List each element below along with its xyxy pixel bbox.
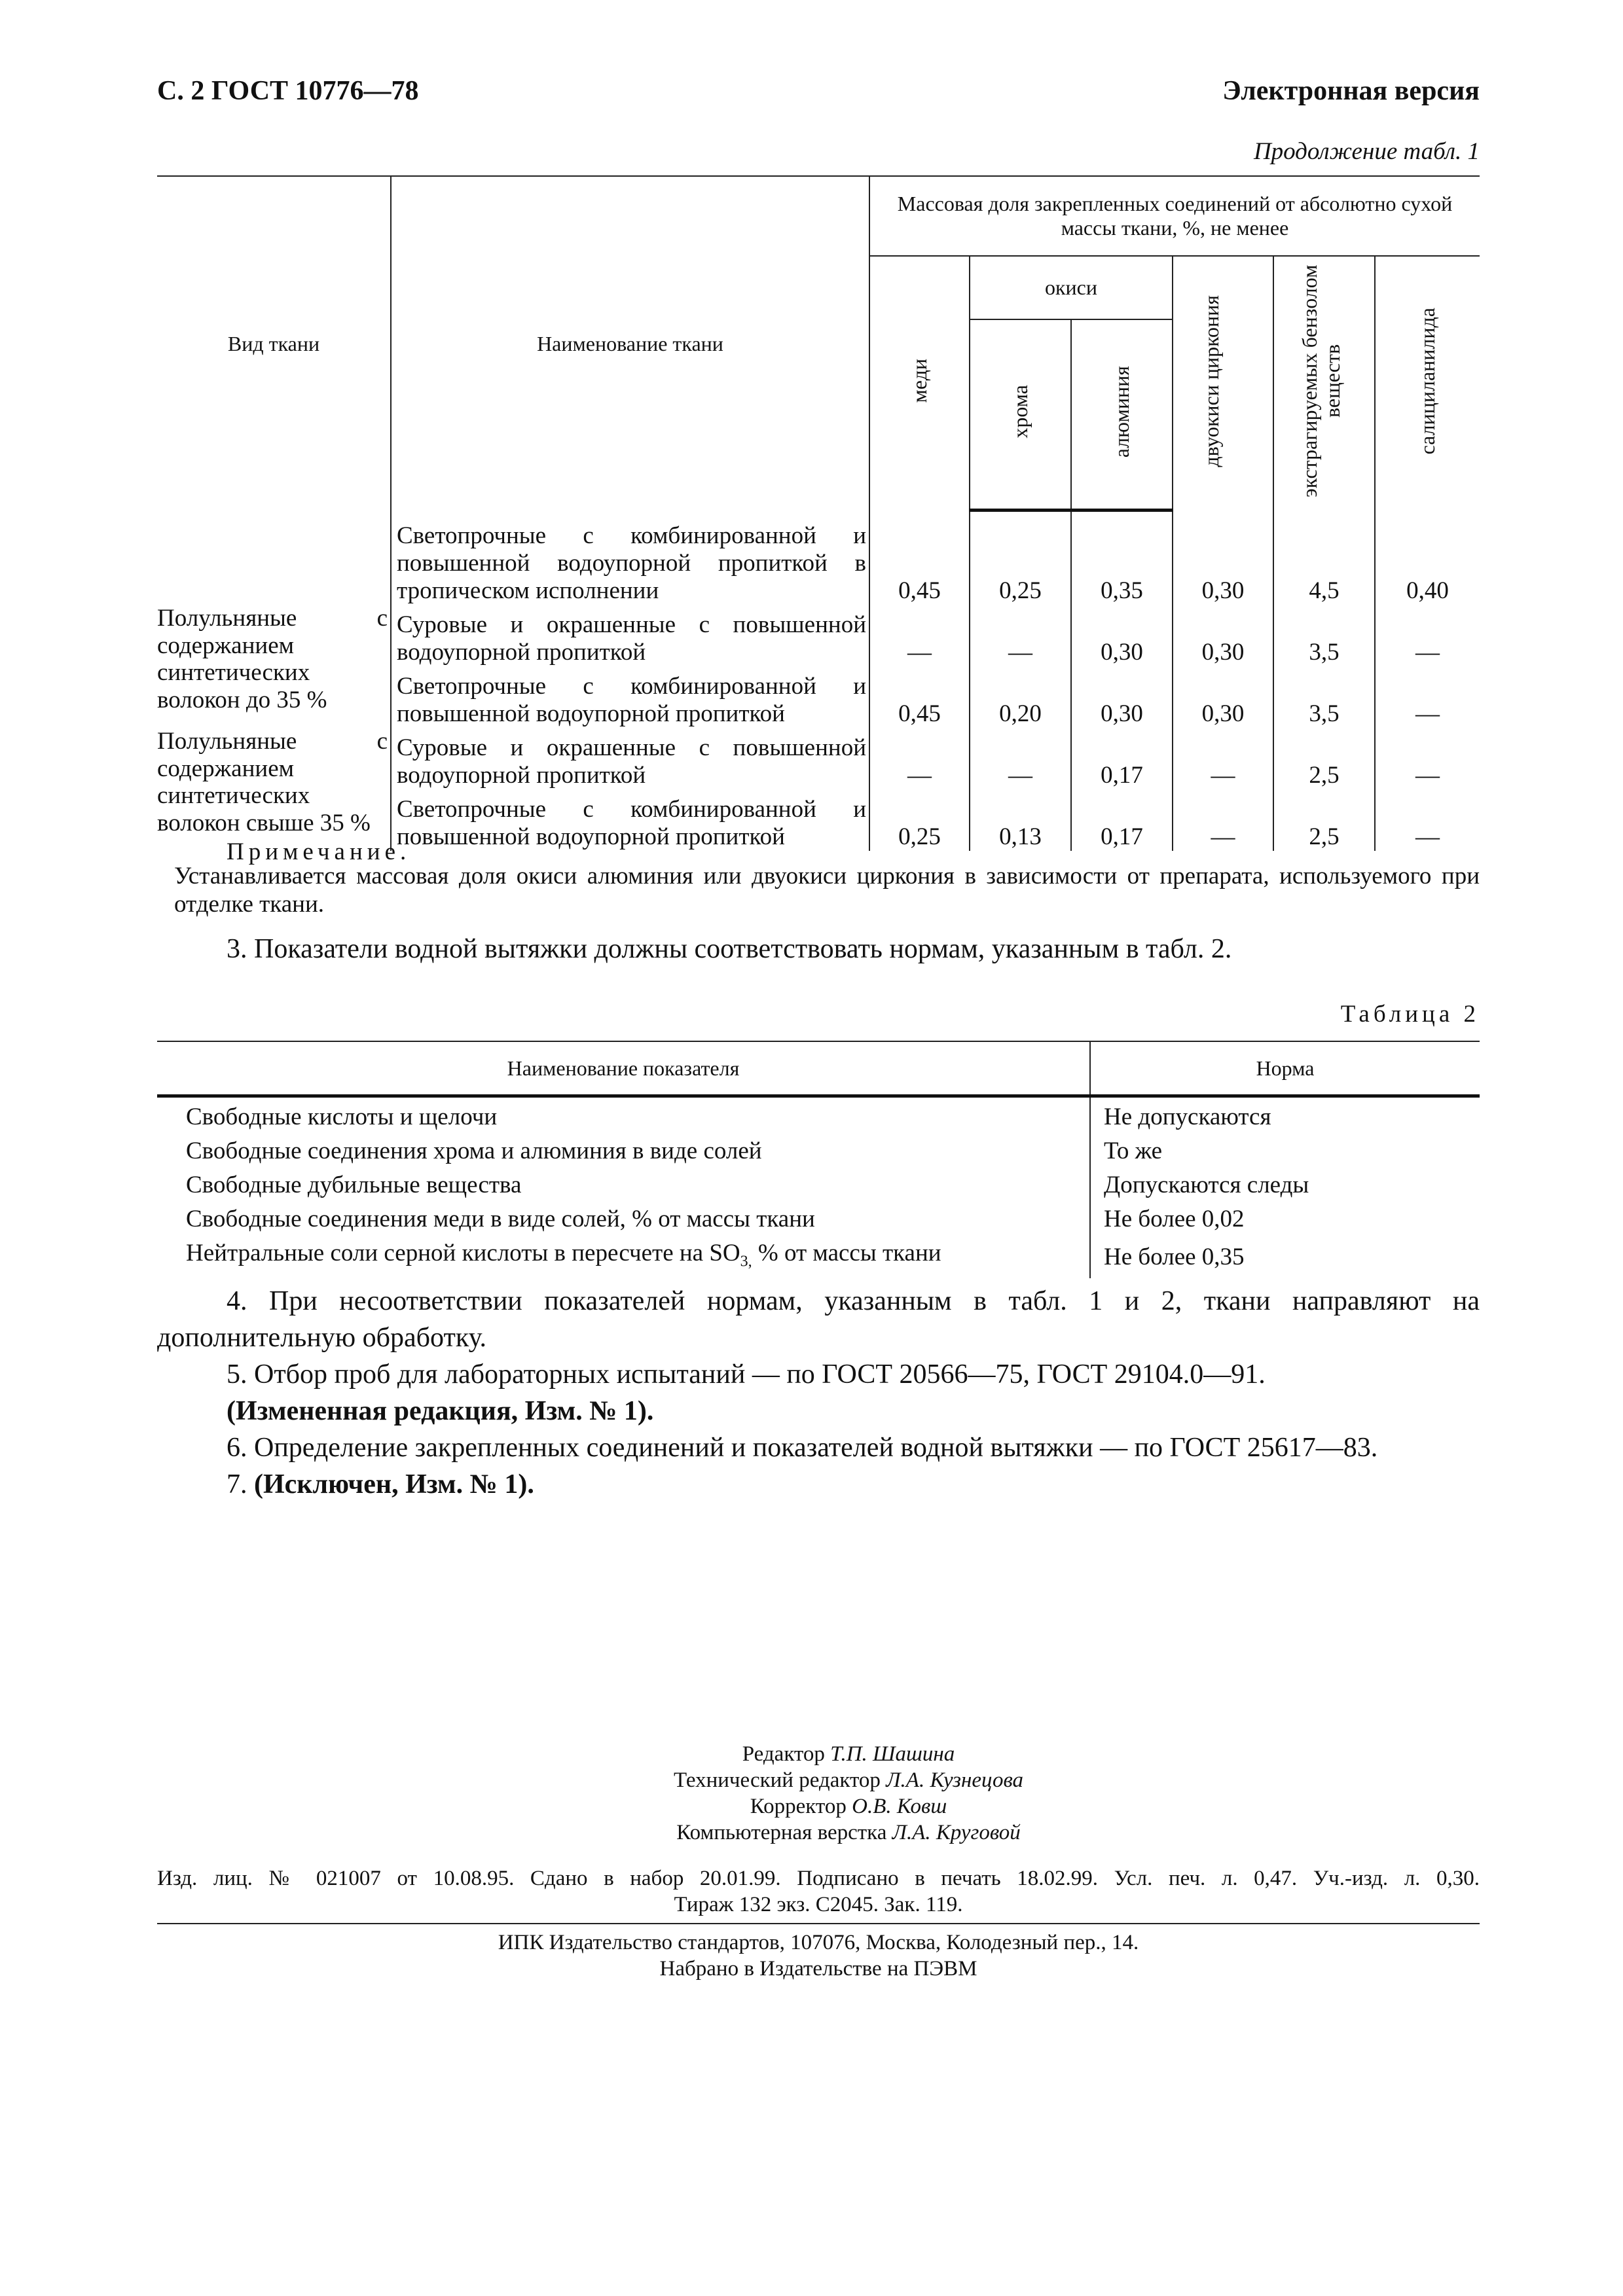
paragraph-6: 6. Определение закрепленных соединений и показателей водной вытяжки — по ГОСТ 25617—83. (227, 1433, 1378, 1463)
paragraph-3: 3. Показатели водной вытяжки должны соответствовать нормам, указанным в табл. 2. (227, 934, 1232, 964)
edition-label: Электронная версия (1222, 76, 1480, 106)
imprint-line-1: Изд. лиц. № 021007 от 10.08.95. Сдано в набор 20.01.99. Подписано в печать 18.02.99. Усл. печ. л. 0,47. Уч.-изд. л. 0,30. (157, 1867, 1480, 1890)
fabric-name-cell: Светопрочные с комбинированной и повышенной водоупорной пропиткой (397, 673, 866, 727)
col-header-copper: меди (869, 256, 970, 511)
norm-cell: Не более 0,35 (1090, 1236, 1480, 1278)
value-cell: 0,17 (1071, 728, 1173, 789)
imprint-block (157, 1865, 1480, 1918)
value-cell: 2,5 (1273, 789, 1375, 851)
table-row (157, 1168, 1480, 1202)
note-text: Устанавливается массовая доля окиси алюминия или двуокиси циркония в зависимости от препарата, используемого при отделке ткани. (174, 863, 1480, 918)
col-header-zirconium: двуокиси циркония (1173, 256, 1273, 511)
divider (157, 1923, 1480, 1924)
indicator-cell: Свободные кислоты и щелочи (186, 1103, 498, 1130)
indicator-cell: Нейтральные соли серной кислоты в пересчете на $SO_{3,}$ % от массы ткани (186, 1240, 941, 1270)
value-cell: — (869, 605, 970, 666)
publisher-line-2: Набрано в Издательстве на ПЭВМ (659, 1957, 977, 1981)
value-cell: 0,25 (970, 511, 1071, 605)
value-cell: 0,30 (1173, 605, 1273, 666)
norm-cell: Допускаются следы (1090, 1168, 1480, 1202)
paragraph-4: 4. При несоответствии показателей нормам, указанным в табл. 1 и 2, ткани направляют на дополнительную обработку. (157, 1286, 1480, 1353)
value-cell: — (869, 728, 970, 789)
note-title: Примечание. (227, 838, 411, 865)
imprint-line-2: Тираж 132 экз. С2045. Зак. 119. (674, 1893, 963, 1916)
value-cell: — (1173, 728, 1273, 789)
amendment-note: (Измененная редакция, Изм. № 1). (227, 1396, 654, 1426)
norm-cell: Не допускаются (1090, 1096, 1480, 1135)
norm-cell: То же (1090, 1134, 1480, 1168)
fabric-name-cell: Суровые и окрашенные с повышенной водоупорной пропиткой (397, 611, 866, 666)
credit-tech-editor: Технический редактор Л.А. Кузнецова (673, 1768, 1024, 1792)
value-cell: — (1375, 728, 1480, 789)
value-cell: — (1375, 789, 1480, 851)
fabric-type-cell: Полульняные с содержанием синтетических волокон до 35 % (157, 604, 388, 714)
fabric-name-cell: Суровые и окрашенные с повышенной водоупорной пропиткой (397, 734, 866, 789)
value-cell: — (1173, 789, 1273, 851)
col-header-indicator: Наименование показателя (157, 1041, 1090, 1096)
value-cell: 0,13 (970, 789, 1071, 851)
col-header-extractables: экстрагируемых бензолом веществ (1273, 256, 1375, 511)
publisher-block (157, 1929, 1480, 1982)
table-2-caption: Таблица 2 (1340, 1001, 1480, 1028)
col-header-chromium: хрома (970, 319, 1071, 511)
table-row (157, 1096, 1480, 1135)
col-header-oxides: окиси (970, 256, 1173, 319)
value-cell: 0,35 (1071, 511, 1173, 605)
fabric-name-cell: Светопрочные с комбинированной и повышенной водоупорной пропиткой в тропическом исполнении (397, 522, 866, 604)
value-cell: — (970, 605, 1071, 666)
table-row (157, 1236, 1480, 1278)
table-row (157, 605, 1480, 666)
body-paragraphs (157, 1283, 1480, 1503)
value-cell: 0,45 (869, 666, 970, 728)
value-cell: 0,20 (970, 666, 1071, 728)
value-cell: 0,30 (1071, 605, 1173, 666)
value-cell: 0,45 (869, 511, 970, 605)
value-cell: 3,5 (1273, 666, 1375, 728)
value-cell: 0,30 (1173, 511, 1273, 605)
norm-cell: Не более 0,02 (1090, 1202, 1480, 1236)
value-cell: 0,17 (1071, 789, 1173, 851)
value-cell: — (1375, 666, 1480, 728)
table-1 (157, 175, 1480, 851)
col-header-aluminium: алюминия (1071, 319, 1173, 511)
publisher-line-1: ИПК Издательство стандартов, 107076, Москва, Колодезный пер., 14. (498, 1931, 1139, 1954)
value-cell: 0,30 (1071, 666, 1173, 728)
table-row (157, 728, 1480, 789)
value-cell: 0,30 (1173, 666, 1273, 728)
credits-block (619, 1741, 1078, 1846)
fabric-name-cell: Светопрочные с комбинированной и повышенной водоупорной пропиткой (397, 796, 866, 850)
col-header-fabric-type: Вид ткани (157, 176, 391, 511)
indicator-cell: Свободные дубильные вещества (186, 1172, 522, 1198)
table-continuation-label: Продолжение табл. 1 (1253, 138, 1480, 165)
value-cell: 4,5 (1273, 511, 1375, 605)
col-header-fabric-name: Наименование ткани (391, 176, 869, 511)
value-cell: 0,40 (1375, 511, 1480, 605)
value-cell: 0,25 (869, 789, 970, 851)
value-cell: 3,5 (1273, 605, 1375, 666)
document-page (157, 0, 1480, 2296)
credit-proofreader: Корректор О.В. Ковш (750, 1795, 947, 1818)
col-header-norm: Норма (1090, 1041, 1480, 1096)
value-cell: — (1375, 605, 1480, 666)
col-header-mass-fraction: Массовая доля закрепленных соединений от абсолютно сухой массы ткани, %, не менее (869, 176, 1480, 256)
indicator-cell: Свободные соединения хрома и алюминия в виде солей (186, 1138, 762, 1164)
table-row (157, 1202, 1480, 1236)
table-row (157, 1134, 1480, 1168)
paragraph-7: 7. (Исключен, Изм. № 1). (227, 1469, 534, 1499)
value-cell: — (970, 728, 1071, 789)
paragraph-5: 5. Отбор проб для лабораторных испытаний — по ГОСТ 20566—75, ГОСТ 29104.0—91. (227, 1359, 1266, 1390)
value-cell: 2,5 (1273, 728, 1375, 789)
credit-editor: Редактор Т.П. Шашина (742, 1742, 955, 1766)
col-header-salicylanilide: салициланилида (1375, 256, 1480, 511)
page-number-standard: С. 2 ГОСТ 10776—78 (157, 76, 419, 106)
credit-layout: Компьютерная верстка Л.А. Круговой (676, 1821, 1021, 1844)
table-row (157, 511, 1480, 605)
table-2 (157, 1041, 1480, 1278)
indicator-cell: Свободные соединения меди в виде солей, % от массы ткани (186, 1206, 815, 1232)
fabric-type-cell: Полульняные с содержанием синтетических волокон свыше 35 % (157, 727, 388, 837)
